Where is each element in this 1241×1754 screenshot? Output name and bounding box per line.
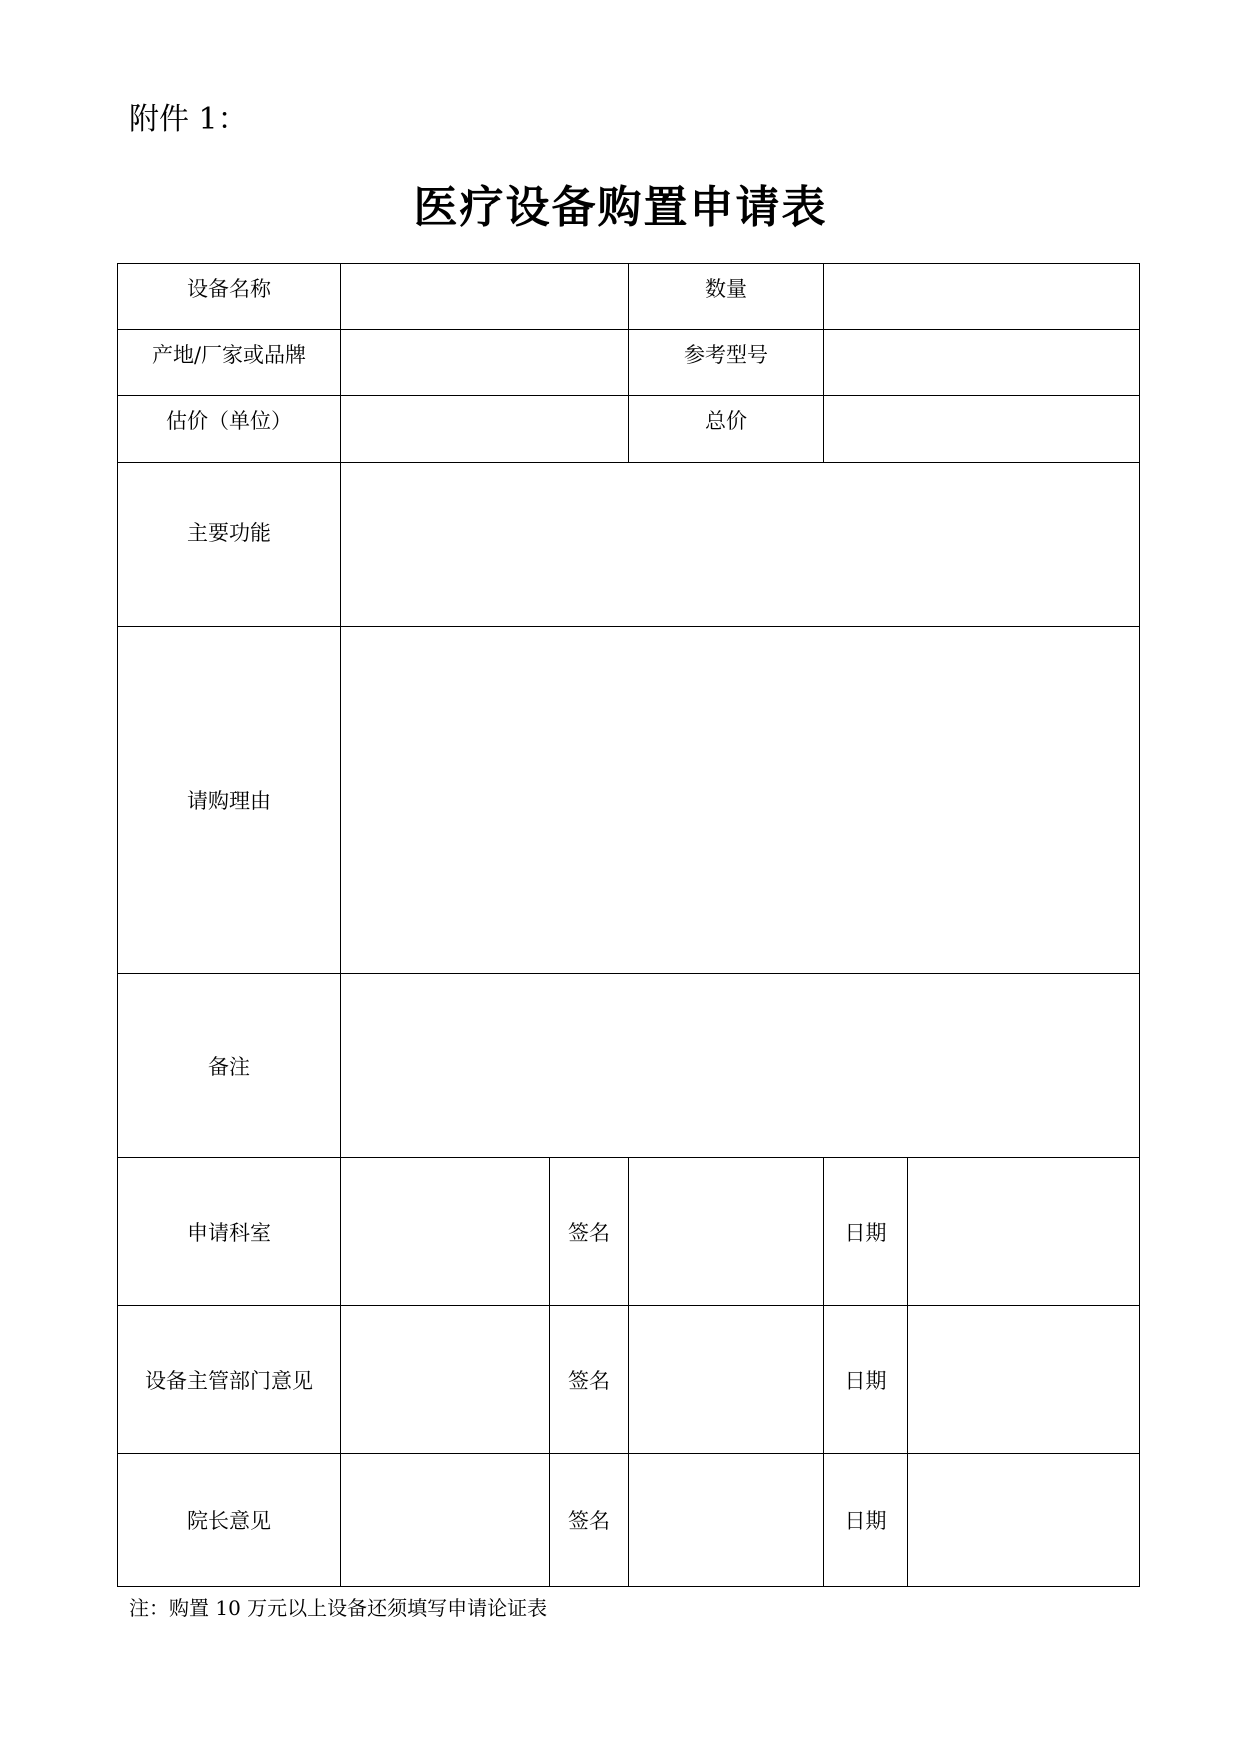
approval-field[interactable] — [341, 1158, 550, 1306]
origin-brand-label: 产地/厂家或品牌 — [118, 330, 341, 396]
estimated-price-label: 估价（单位） — [118, 396, 341, 463]
approval-label: 设备主管部门意见 — [118, 1306, 341, 1454]
signature-label: 签名 — [550, 1158, 629, 1306]
date-field[interactable] — [908, 1306, 1140, 1454]
purchase-reason-label: 请购理由 — [118, 627, 341, 974]
signature-label: 签名 — [550, 1454, 629, 1587]
approval-field[interactable] — [341, 1306, 550, 1454]
form-title: 医疗设备购置申请表 — [413, 182, 828, 233]
row-remarks — [118, 974, 1140, 1158]
row-purchase-reason — [118, 627, 1140, 974]
date-label: 日期 — [824, 1454, 908, 1587]
main-function-field[interactable] — [341, 463, 1140, 627]
remarks-field[interactable] — [341, 974, 1140, 1158]
approval-field[interactable] — [341, 1454, 550, 1587]
row-price — [118, 396, 1140, 463]
total-price-label: 总价 — [629, 396, 824, 463]
quantity-field[interactable] — [824, 264, 1140, 330]
row-director-opinion — [118, 1454, 1140, 1587]
total-price-field[interactable] — [824, 396, 1140, 463]
signature-field[interactable] — [629, 1158, 824, 1306]
signature-field[interactable] — [629, 1454, 824, 1587]
form-table — [117, 263, 1140, 1587]
estimated-price-field[interactable] — [341, 396, 629, 463]
row-origin-brand — [118, 330, 1140, 396]
approval-label: 申请科室 — [118, 1158, 341, 1306]
date-label: 日期 — [824, 1158, 908, 1306]
footnote: 注：购置 10 万元以上设备还须填写申请论证表 — [129, 1596, 548, 1620]
row-equipment-name — [118, 264, 1140, 330]
row-equipment-dept-opinion — [118, 1306, 1140, 1454]
purchase-reason-field[interactable] — [341, 627, 1140, 974]
signature-label: 签名 — [550, 1306, 629, 1454]
signature-field[interactable] — [629, 1306, 824, 1454]
main-function-label: 主要功能 — [118, 463, 341, 627]
remarks-label: 备注 — [118, 974, 341, 1158]
date-field[interactable] — [908, 1454, 1140, 1587]
equipment-name-label: 设备名称 — [118, 264, 341, 330]
reference-model-field[interactable] — [824, 330, 1140, 396]
row-main-function — [118, 463, 1140, 627]
attachment-label: 附件 1： — [129, 102, 248, 137]
date-label: 日期 — [824, 1306, 908, 1454]
quantity-label: 数量 — [629, 264, 824, 330]
reference-model-label: 参考型号 — [629, 330, 824, 396]
date-field[interactable] — [908, 1158, 1140, 1306]
application-form — [117, 263, 1140, 1587]
equipment-name-field[interactable] — [341, 264, 629, 330]
approval-label: 院长意见 — [118, 1454, 341, 1587]
row-applying-department — [118, 1158, 1140, 1306]
origin-brand-field[interactable] — [341, 330, 629, 396]
